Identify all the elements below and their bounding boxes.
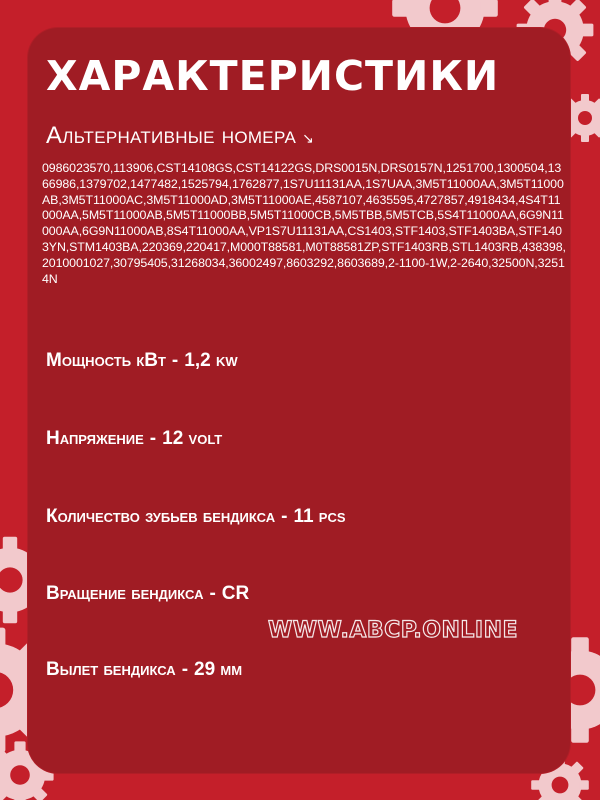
spec-separator: - xyxy=(149,428,157,449)
spec-teeth-count xyxy=(46,506,346,528)
spec-separator: - xyxy=(171,350,179,371)
spec-rotation xyxy=(46,583,249,605)
watermark: WWW.ABCP.ONLINE xyxy=(268,618,519,643)
specifications-card xyxy=(28,28,570,773)
spec-reach xyxy=(46,659,242,681)
alternative-numbers-list: 0986023570,113906,CST14108GS,CST14122GS,DRS0015N,DRS0157N,1251700,1300504,1366986,1379702,1477482,1525794,1762877,1S7U11131AA,1S7UAA,3M5T11000AA,3M5T11000AB,3M5T11000AC,3M5T11000AD,3M5T11000AE,4587107,4635595,4727857,4918434,4S4T11000AA,5M5T11000AB,5M5T11000BB,5M5T11000CB,5M5TBB,5M5TCB,5S4T11000AA,6G9N11000AA,6G9N11000AB,8S4T11000AA,VP1S7U11131AA,CS1403,STF1403,STF1403BA,STF1403YN,STM1403BA,220369,220417,M000T88581,M0T88581ZP,STF1403RB,STL1403RB,438398,2010001027,30795405,31268034,36002497,8603292,8603689,2-1100-1W,2-2640,32500N,32514N xyxy=(42,161,566,286)
spec-label: Количество зубьев бендикса xyxy=(46,506,276,527)
arrow-down-right-icon: ↘ xyxy=(302,130,315,146)
alternative-numbers-label: Альтернативные номера xyxy=(46,122,297,149)
spec-value: CR xyxy=(221,583,250,604)
spec-label: Напряжение xyxy=(46,428,144,449)
spec-value: 11 pcs xyxy=(293,506,346,527)
spec-separator: - xyxy=(181,659,189,680)
page-title: ХАРАКТЕРИСТИКИ xyxy=(46,52,500,100)
spec-separator: - xyxy=(209,583,216,604)
spec-power xyxy=(46,350,238,372)
spec-value: 29 мм xyxy=(194,659,243,680)
spec-voltage xyxy=(46,428,222,450)
alternative-numbers-heading xyxy=(46,122,314,150)
spec-separator: - xyxy=(281,506,288,527)
spec-value: 1,2 kw xyxy=(184,350,238,371)
spec-label: Вращение бендикса xyxy=(46,583,204,604)
spec-label: Вылет бендикса xyxy=(46,659,176,680)
spec-label: Мощность кВт xyxy=(46,350,166,371)
spec-value: 12 volt xyxy=(162,428,223,449)
